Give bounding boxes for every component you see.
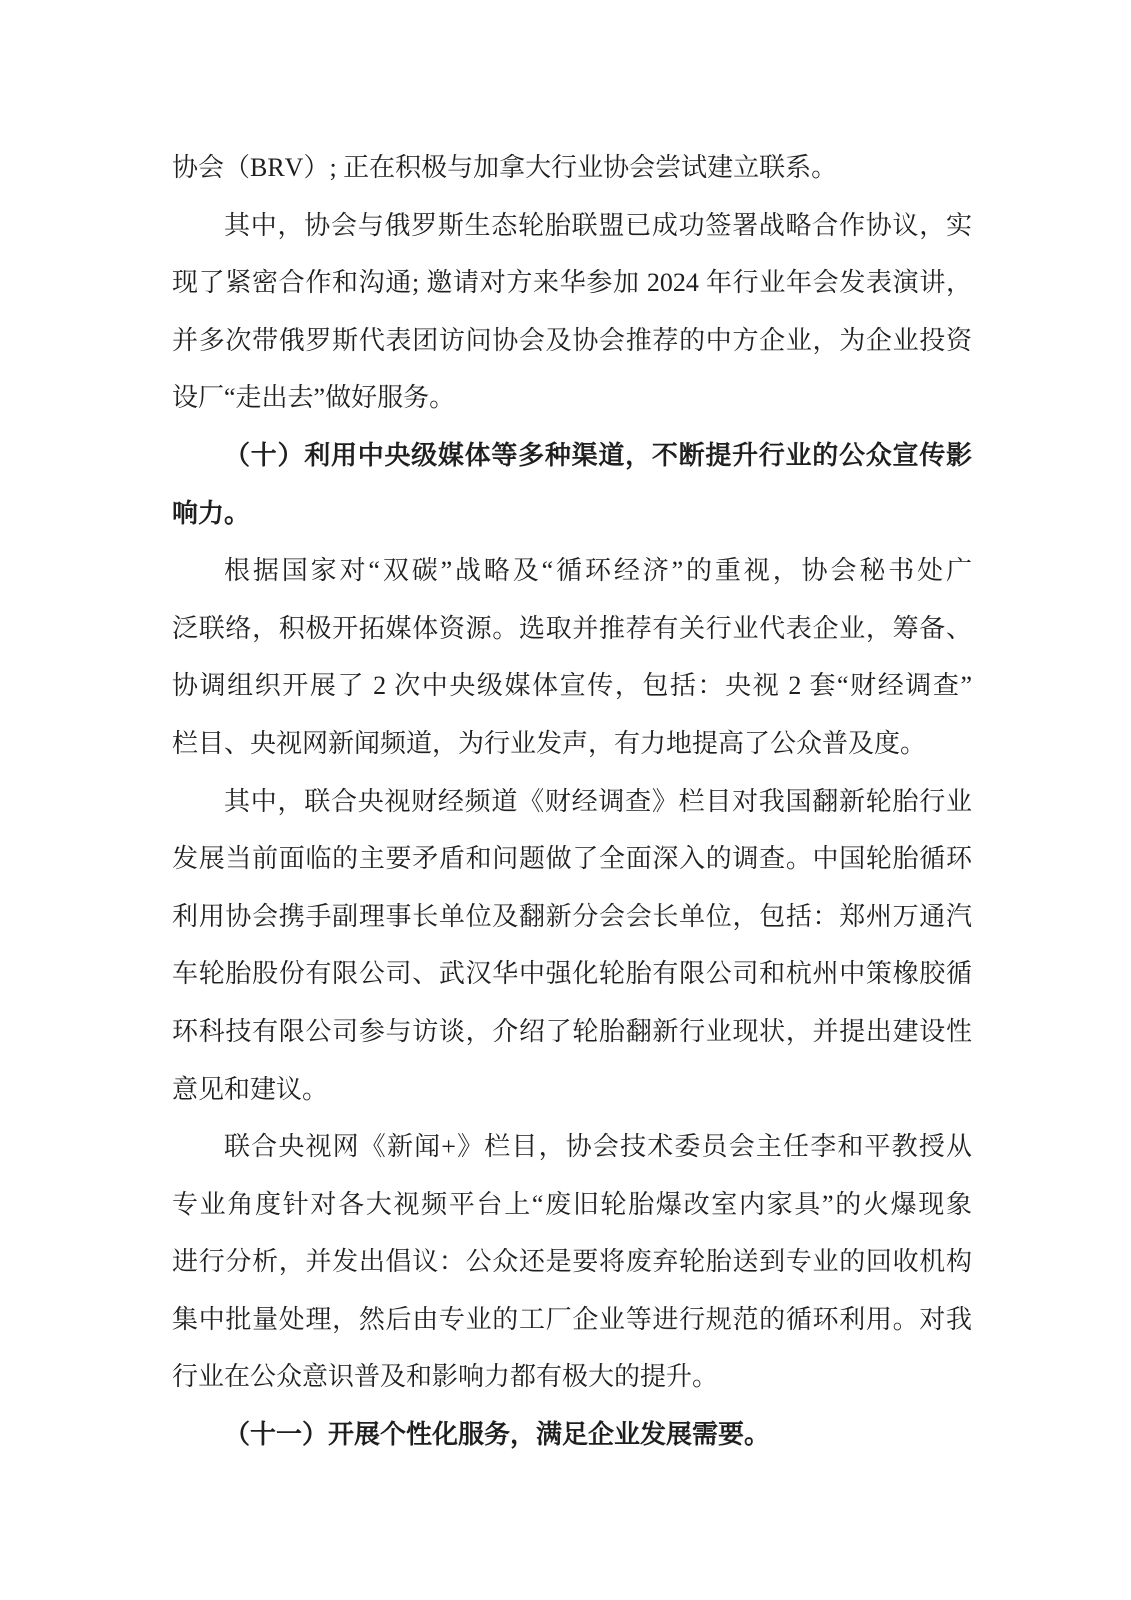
text-line: 设厂“走出去”做好服务。 (172, 383, 456, 413)
text-line: 现了紧密合作和沟通; 邀请对方来华参加 2024 年行业年会发表演讲， (172, 268, 972, 298)
text-line: 环科技有限公司参与访谈，介绍了轮胎翻新行业现状，并提出建设性 (172, 1016, 972, 1046)
text-line: 其中，联合央视财经频道《财经调查》栏目对我国翻新轮胎行业 (224, 786, 972, 816)
text-line: 进行分析，并发出倡议：公众还是要将废弃轮胎送到专业的回收机构 (172, 1247, 972, 1277)
body-paragraph (172, 139, 972, 197)
text-line: 根据国家对“双碳”战略及“循环经济”的重视，协会秘书处广 (224, 556, 972, 586)
text-line: 泛联络，积极开拓媒体资源。选取并推荐有关行业代表企业，筹备、 (172, 613, 972, 643)
text-line: （十）利用中央级媒体等多种渠道，不断提升行业的公众宣传影 (224, 439, 972, 470)
section-heading (172, 1406, 972, 1464)
text-line: 响力。 (172, 497, 251, 528)
text-line: 利用协会携手副理事长单位及翻新分会会长单位，包括：郑州万通汽 (172, 901, 972, 931)
text-line: 并多次带俄罗斯代表团访问协会及协会推荐的中方企业，为企业投资 (172, 325, 972, 355)
text-line: 联合央视网《新闻+》栏目，协会技术委员会主任李和平教授从 (224, 1132, 972, 1162)
text-line: 其中，协会与俄罗斯生态轮胎联盟已成功签署战略合作协议，实 (224, 210, 972, 240)
document-body (172, 139, 972, 1464)
section-heading (172, 427, 972, 542)
body-paragraph (172, 197, 972, 427)
body-paragraph (172, 1118, 972, 1406)
text-line: 发展当前面临的主要矛盾和问题做了全面深入的调查。中国轮胎循环 (172, 844, 972, 874)
body-paragraph (172, 773, 972, 1119)
text-line: 协会（BRV）; 正在积极与加拿大行业协会尝试建立联系。 (172, 153, 838, 182)
text-line: 协调组织开展了 2 次中央级媒体宣传，包括：央视 2 套“财经调查” (172, 671, 972, 701)
text-line: 行业在公众意识普及和影响力都有极大的提升。 (172, 1362, 719, 1392)
text-line: 集中批量处理，然后由专业的工厂企业等进行规范的循环利用。对我 (172, 1304, 972, 1334)
text-line: 意见和建议。 (172, 1074, 329, 1104)
body-paragraph (172, 542, 972, 772)
text-line: 车轮胎股份有限公司、武汉华中强化轮胎有限公司和杭州中策橡胶循 (172, 959, 972, 989)
text-line: 专业角度针对各大视频平台上“废旧轮胎爆改室内家具”的火爆现象 (172, 1189, 972, 1219)
text-line: 栏目、央视网新闻频道，为行业发声，有力地提高了公众普及度。 (172, 728, 927, 758)
text-line: （十一）开展个性化服务，满足企业发展需要。 (224, 1419, 771, 1450)
